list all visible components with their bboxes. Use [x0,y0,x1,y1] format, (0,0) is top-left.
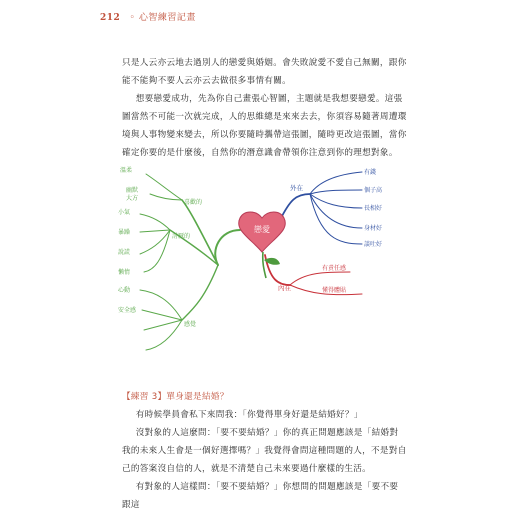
leaf-label: 說謊 [118,249,131,256]
leaf-label: 身材好 [364,225,383,232]
leaf-label: 暴躁 [118,229,131,236]
leaf-label: 有錢 [364,169,377,176]
leaf-label: 大方 [126,195,139,202]
body-text-bottom [122,388,407,514]
branch-label: 討厭的 [172,233,191,240]
section-title: 【練習 3】單身還是結婚？ [122,392,229,402]
paragraph: 想要戀愛成功，先為你自己畫張心智圖，主題就是我想要戀愛。這張圖當然不可能一次就完成，人的思維總是來來去去，你須容易隨著周遭環境與人事物變來變去，所以你要隨時攜帶這張圖，隨時更改這張圖，當你確定你要的是什麼後，自然你的潛意識會帶領你注意到你的理想對象。 [122,94,407,158]
mindmap-center-label: 戀愛 [254,225,270,234]
leaf-label: 溫柔 [120,167,133,174]
book-title: 心智練習記畫 [138,13,196,23]
leaf-label: 心動 [118,287,131,294]
paragraph: 只是人云亦云地去過別人的戀愛與婚姻。會失敗說愛不愛自己無關，跟你能不能夠不要人云亦云去做很多事情有關。 [122,58,407,86]
leaf-label: 幽默 [126,187,139,194]
leaf-label: 小氣 [118,209,131,216]
paragraph: 沒對象的人這麼問：「要不要結婚？」你的真正問題應該是「結婚對我的未來人生會是一個好選擇嗎？」我覺得會問這種問題的人，不是對自己的答案沒自信的人，就是不清楚自己未來要過什麼樣的生活。 [122,428,407,474]
running-header [100,10,196,23]
paragraph: 有對象的人這樣問：「要不要結婚？」你想問的問題應該是「要不要跟這 [122,482,399,510]
leaf-label: 安全感 [118,307,137,314]
branch-line-blue [280,194,310,220]
leaf-label: 長相好 [364,205,383,212]
header-separator: ◦ [129,13,136,23]
leaf-label: 個子高 [364,187,383,194]
body-text-top [122,54,407,162]
branch-line-green [140,230,170,232]
leaf-label: 懂得體貼 [322,287,347,294]
leaf-label: 有責任感 [322,265,347,272]
mind-map [100,160,420,360]
branch-label: 內在 [278,284,291,292]
branch-line-blue [310,190,362,194]
branch-line-green [140,290,182,320]
paragraph: 有時候學員會私下來問我：「你覺得單身好還是結婚好？」 [135,410,363,420]
leaf-label: 談吐好 [364,241,383,248]
branch-label: 感覺 [184,321,197,328]
branch-label: 外在 [290,184,303,192]
branch-line-green [140,214,170,230]
branch-line-green [215,230,240,265]
branch-line-red [290,272,350,285]
leaf-label: 懶惰 [118,269,131,276]
branch-line-green [146,174,182,200]
branch-label: 喜歡的 [184,199,203,206]
branch-line-green [144,230,170,272]
branch-line-green [140,230,170,254]
page-number: 212 [100,13,121,23]
heart-icon [239,212,286,278]
branch-line-blue [310,194,362,244]
branch-line-green [182,265,218,320]
